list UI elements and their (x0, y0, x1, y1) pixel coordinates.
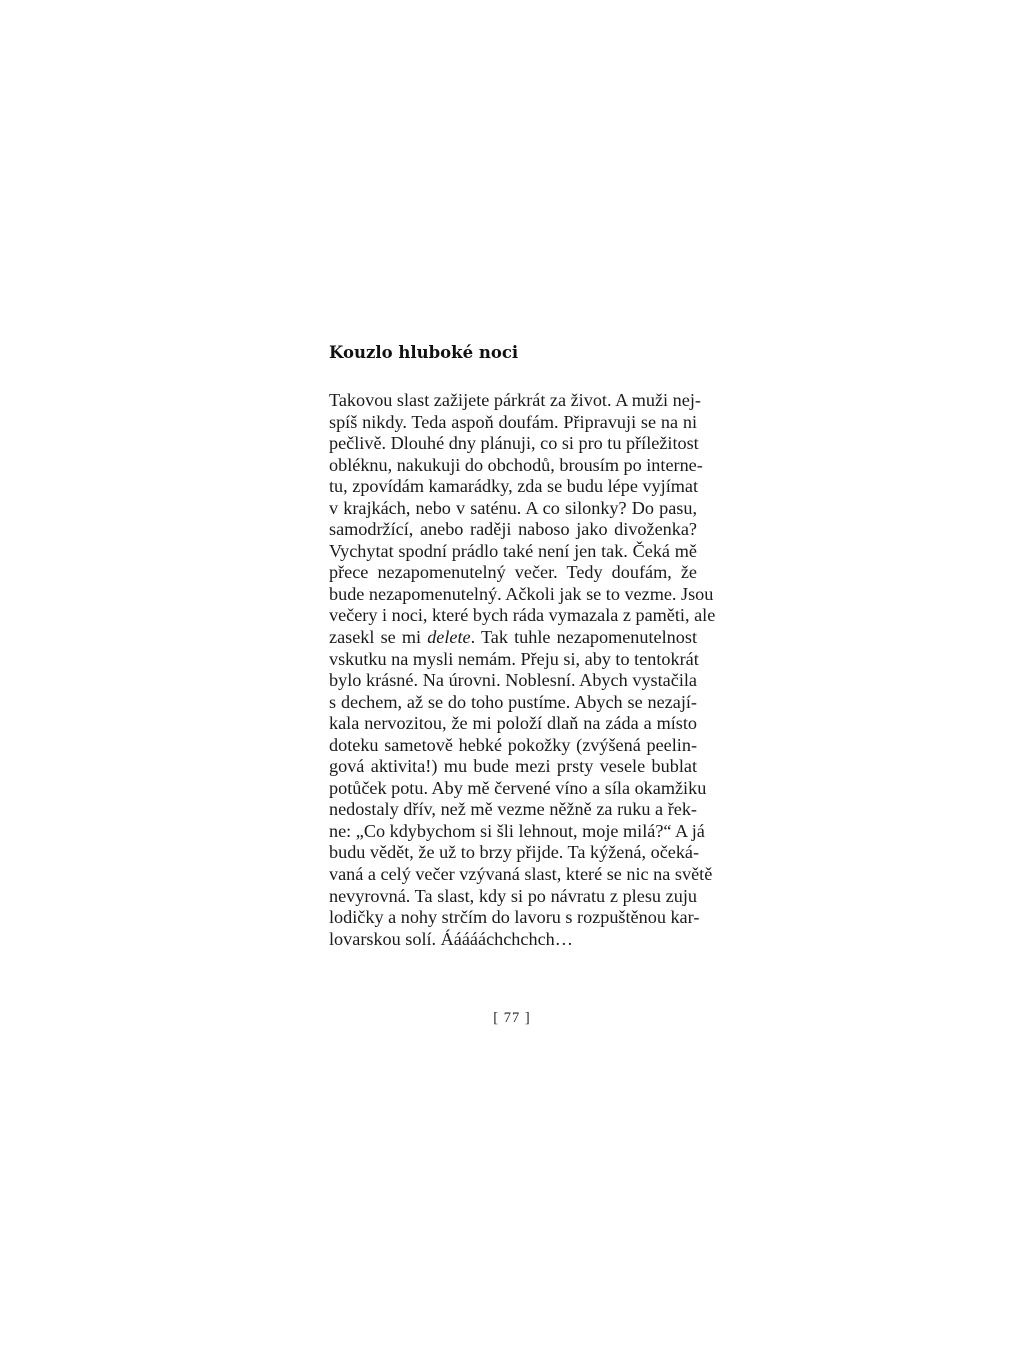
text-line: večery i noci, které bych ráda vymazala z paměti, ale (329, 605, 716, 626)
text-line: tu, zpovídám kamarádky, zda se budu lépe vyjímat (329, 476, 699, 497)
text-line: s dechem, až se do toho pustíme. Abych se nezají- (329, 691, 697, 712)
text-line: lovarskou solí. Áááááchchchch… (329, 928, 573, 949)
text-line: samodržící, anebo raději naboso jako divoženka? (329, 519, 697, 540)
text-line: v krajkách, nebo v saténu. A co silonky? Do pasu, (329, 497, 697, 518)
text-line: vskutku na mysli nemám. Přeju si, aby to tentokrát (329, 648, 699, 669)
text-segment: . Tak tuhle nezapomenutelnost (470, 627, 697, 648)
text-line: kala nervozitou, že mi položí dlaň na záda a místo (329, 713, 697, 734)
page-number: [ 77 ] (493, 1010, 531, 1026)
text-line: obléknu, nakukuji do obchodů, brousím po interne- (329, 454, 703, 475)
text-line: nedostaly dřív, než mě vezme něžně za ruku a řek- (329, 799, 697, 820)
text-line: budu vědět, že už to brzy přijde. Ta kýžená, očeká- (329, 842, 700, 863)
text-line: Vychytat spodní prádlo také není jen tak. Čeká mě (329, 540, 697, 561)
text-line: bude nezapomenutelný. Ačkoli jak se to vezme. Jsou (329, 583, 714, 604)
text-line: ne: „Co kdybychom si šli lehnout, moje milá?“ A já (329, 820, 705, 841)
text-line: nevyrovná. Ta slast, kdy si po návratu z plesu zuju (329, 885, 697, 906)
text-line: přece nezapomenutelný večer. Tedy doufám, že (329, 562, 697, 583)
text-line: doteku sametově hebké pokožky (zvýšená peelin- (329, 734, 697, 755)
text-line: vaná a celý večer vzývaná slast, které se nic na světě (329, 864, 713, 885)
body-text (329, 390, 716, 950)
text-line (329, 627, 697, 649)
text-segment: zasekl se mi (329, 627, 428, 648)
text-line: bylo krásné. Na úrovni. Noblesní. Abych vystačila (329, 670, 697, 691)
chapter-title: Kouzlo hluboké noci (329, 343, 519, 362)
text-line: pečlivě. Dlouhé dny plánuji, co si pro tu příležitost (329, 433, 699, 454)
italic-term: delete (427, 627, 471, 648)
text-line: potůček potu. Aby mě červené víno a síla okamžiku (329, 777, 707, 798)
text-line: lodičky a nohy strčím do lavoru s rozpuštěnou kar- (329, 907, 700, 928)
text-line: Takovou slast zažijete párkrát za život. A muži nej- (329, 390, 701, 410)
text-line: gová aktivita!) mu bude mezi prsty vesele bublat (329, 756, 697, 777)
text-line: spíš nikdy. Teda aspoň doufám. Připravuji se na ni (329, 411, 697, 432)
